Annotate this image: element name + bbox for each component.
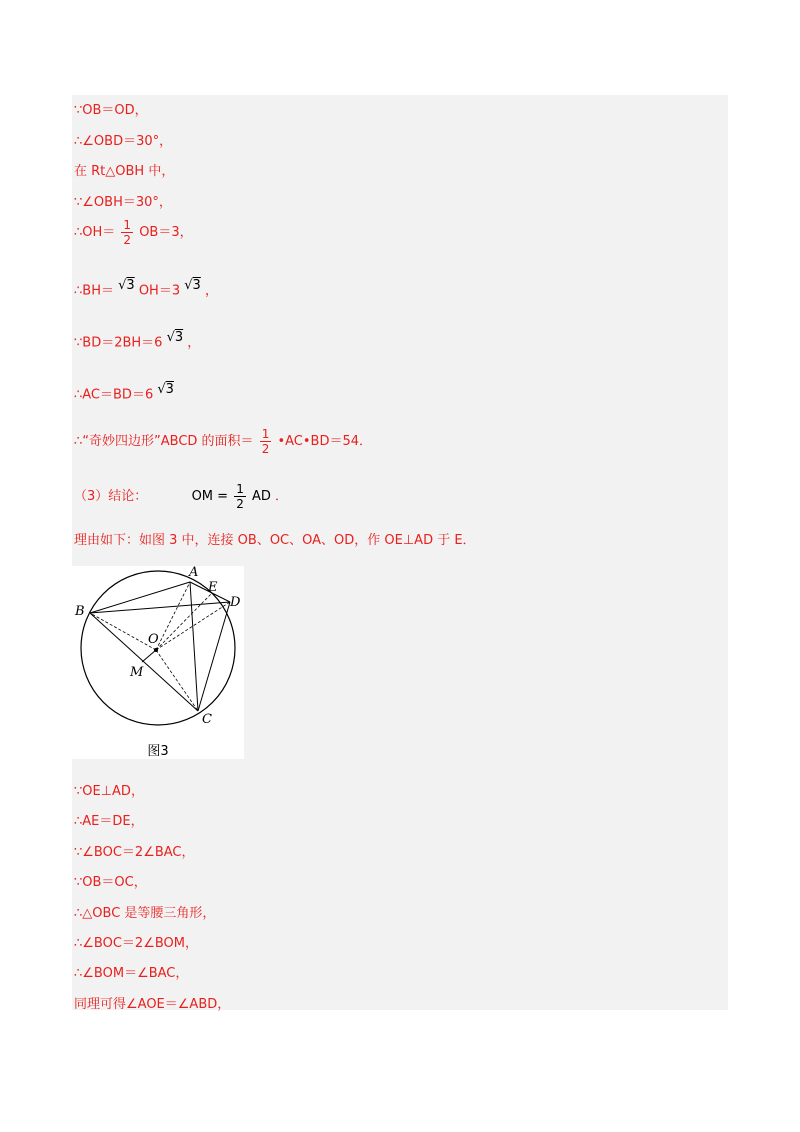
line-9-pre: ∴“奇妙四边形”ABCD 的面积＝: [74, 434, 254, 449]
label-c: C: [202, 712, 212, 727]
fraction-half-2: [260, 427, 272, 456]
label-b: B: [75, 604, 85, 619]
geometry-figure: [72, 566, 244, 759]
formula-ad: AD: [251, 489, 271, 504]
fraction-denominator-2: 2: [261, 442, 270, 456]
line-3: 在 Rt△OBH 中，: [74, 164, 175, 179]
sqrt-value-4: 3: [165, 382, 174, 397]
line-18: ∴∠BOM＝∠BAC，: [74, 966, 189, 981]
line-9: [74, 427, 372, 456]
line-14: ∵∠BOC＝2∠BAC，: [74, 845, 195, 860]
line-7-post: ，: [187, 335, 201, 351]
fraction-numerator-2: 1: [261, 427, 270, 441]
fraction-denominator: 2: [123, 233, 132, 247]
label-m: M: [130, 665, 144, 680]
point-o: [154, 648, 158, 652]
segment-dc: [198, 602, 230, 711]
line-7: [74, 330, 200, 350]
fraction-denominator-3: 2: [236, 497, 244, 511]
line-8: [74, 382, 174, 402]
fraction-numerator-3: 1: [236, 482, 244, 496]
segment-oa: [156, 582, 190, 650]
line-9-post: •AC•BD＝54．: [277, 434, 373, 449]
sqrt-value: 3: [126, 278, 135, 293]
line-4: ∵∠OBH＝30°，: [74, 195, 172, 210]
line-6-mid: OH＝3: [138, 283, 181, 299]
segment-oc: [156, 650, 198, 711]
sqrt-value-2: 3: [192, 278, 201, 293]
line-5-pre: ∴OH＝: [74, 225, 116, 240]
line-10: [74, 482, 288, 511]
formula-om: OM =: [191, 489, 229, 504]
line-1: ∵OB＝OD，: [74, 103, 148, 118]
line-11: 理由如下：如图 3 中，连接 OB、OC、OA、OD，作 OE⊥AD 于 E．: [74, 533, 476, 548]
line-7-pre: ∵BD＝2BH＝6: [74, 335, 163, 351]
segment-bd: [90, 602, 230, 613]
fraction-numerator: 1: [123, 218, 132, 232]
segment-oe: [156, 593, 212, 650]
line-15: ∵OB＝OC，: [74, 875, 147, 890]
segment-ac: [190, 582, 198, 711]
line-6: [74, 278, 218, 298]
line-5: [74, 218, 193, 247]
line-19: 同理可得∠AOE＝∠ABD，: [74, 997, 231, 1012]
line-6-pre: ∴BH＝: [74, 283, 114, 299]
figure-caption: 图3: [147, 744, 169, 759]
line-2: ∴∠OBD＝30°，: [74, 134, 173, 149]
fraction-half-3: [234, 482, 246, 511]
line-13: ∴AE＝DE，: [74, 814, 144, 829]
sqrt-symbol-3: √3: [166, 330, 184, 345]
label-d: D: [230, 595, 241, 610]
segment-om: [142, 650, 156, 662]
line-6-post: ，: [204, 283, 218, 299]
segment-ba: [90, 582, 190, 613]
line-10-end: ．: [275, 489, 289, 504]
circle-diagram: [72, 566, 244, 759]
label-a: A: [189, 566, 199, 580]
sqrt-symbol: √3: [118, 278, 135, 293]
line-16: ∴△OBC 是等腰三角形，: [74, 906, 216, 921]
line-5-post: OB＝3，: [139, 225, 193, 240]
label-e: E: [208, 580, 218, 595]
label-o: O: [148, 632, 159, 647]
fraction-half: [121, 218, 133, 247]
line-17: ∴∠BOC＝2∠BOM，: [74, 936, 198, 951]
segment-ob: [90, 613, 156, 650]
sqrt-value-3: 3: [174, 330, 184, 345]
segment-bc: [90, 613, 198, 711]
line-10-pre: （3）结论：: [74, 489, 148, 504]
line-8-pre: ∴AC＝BD＝6: [74, 387, 154, 403]
sqrt-symbol-2: √3: [184, 278, 201, 293]
line-12: ∵OE⊥AD，: [74, 784, 144, 799]
sqrt-symbol-4: √3: [157, 382, 174, 397]
